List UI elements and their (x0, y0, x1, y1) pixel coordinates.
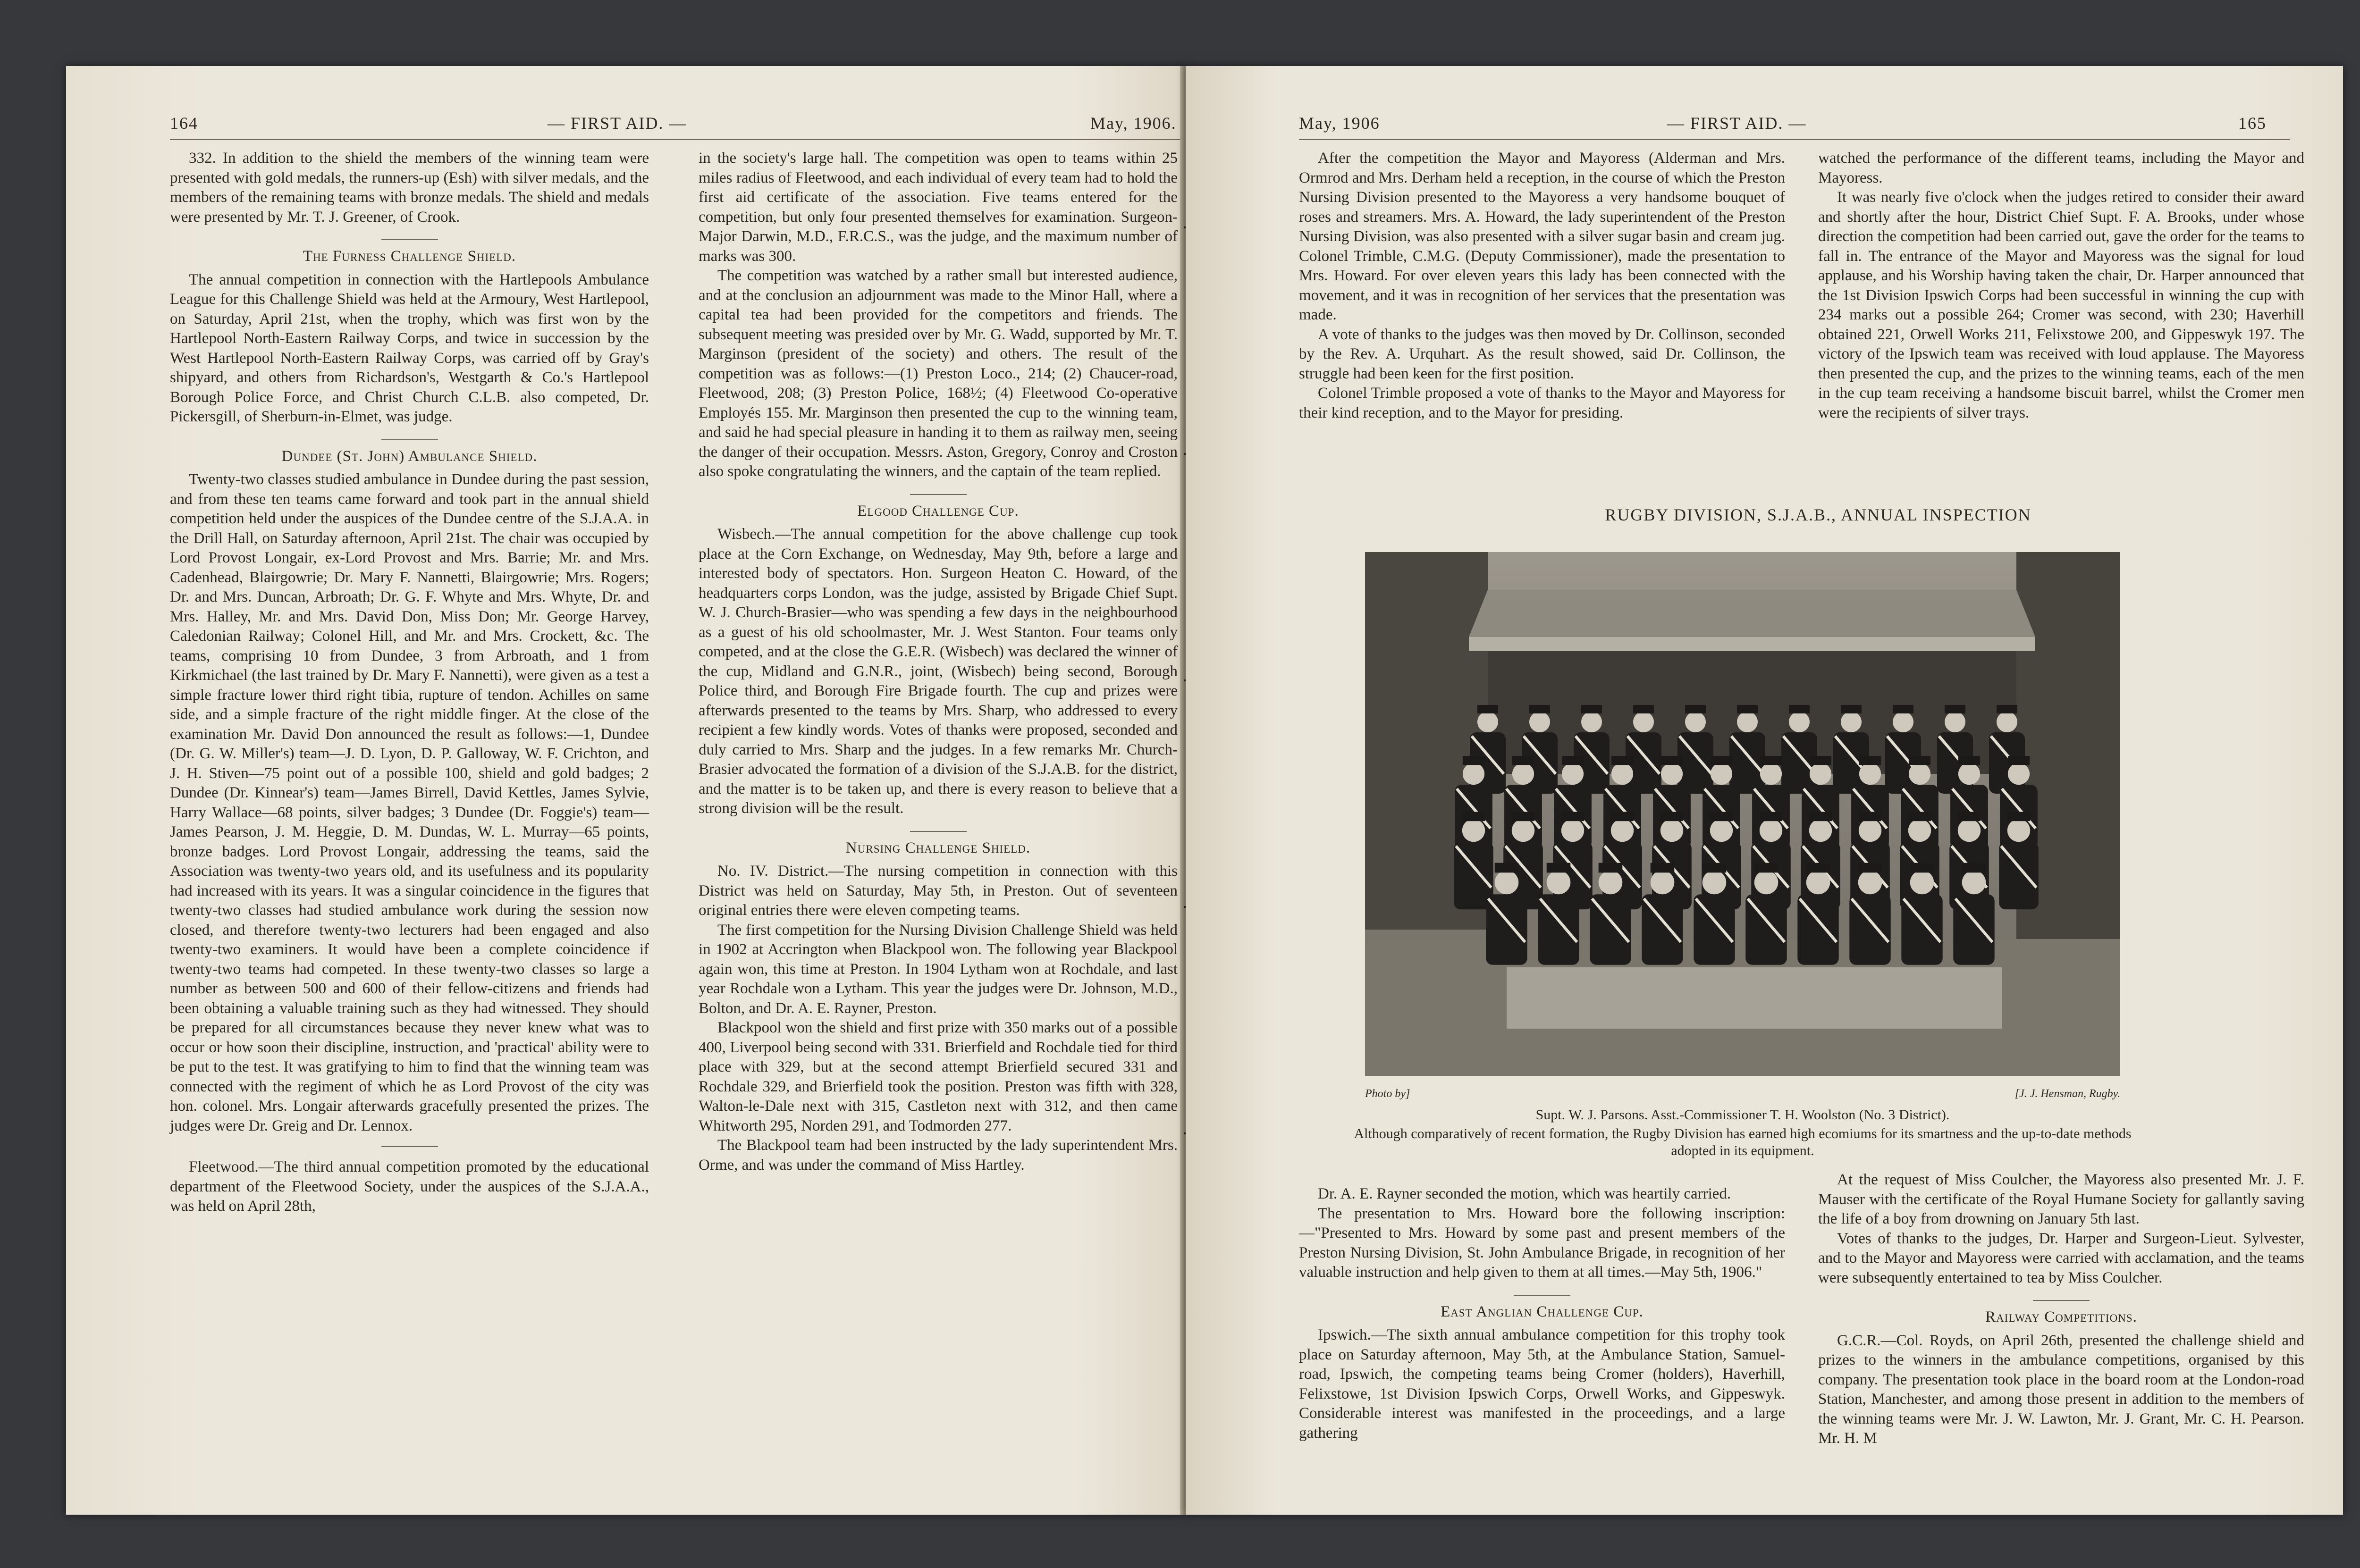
figure-cap (1945, 705, 1965, 713)
figure-cap (1806, 863, 1830, 873)
photo-image (1365, 552, 2120, 1076)
figure-cap (1789, 705, 1810, 713)
running-title: — FIRST AID. — (1667, 114, 1807, 133)
article-paragraph: Fleetwood.—The third annual competition promoted by the educational department of the Fleetwood Society, under the auspices of the S.J.A.A., was held on April 28th, (170, 1158, 649, 1215)
figure-head (1760, 763, 1782, 785)
article-paragraph: At the request of Miss Coulcher, the Mayoress also presented Mr. J. F. Mauser with the certificate of the Royal Humane Society for gallantly saving the life of a boy from drowning on January 5th last. (1818, 1171, 2304, 1227)
right-column-1 (1299, 149, 1785, 423)
section-heading: Dundee (St. John) Ambulance Shield. (170, 439, 649, 467)
figure-head (1685, 712, 1706, 732)
figure-head (1651, 871, 1675, 895)
figure-cap (1710, 812, 1733, 821)
article-paragraph: Ipswich.—The sixth annual ambulance competition for this trophy took place on Saturday afternoon, May 5th, at the Ambulance Station, Samuel-road, Ipswich, the competing teams being Cromer (holders), Haverhill, Felixstowe, 1st Division Ipswich Corps, Orwell Works, and Gippeswyk. Considerable interest was manifested in the proceedings, and a large gathering (1299, 1326, 1785, 1442)
figure-head (1841, 712, 1862, 732)
photo-caption: Although comparatively of recent formation, the Rugby Division has earned high ecomiums for its smartness and the up-to-date methods adopted in its equipment. (1354, 1126, 2132, 1158)
figure-head (1477, 712, 1498, 732)
figure-head (1893, 712, 1913, 732)
figure-cap (2008, 756, 2030, 765)
issue-date: May, 1906 (1299, 114, 1380, 133)
figure-head (1611, 819, 1634, 842)
figure-cap (1477, 705, 1498, 713)
figure-cap (1462, 812, 1485, 821)
figure-head (1462, 819, 1485, 842)
figure-cap (1859, 756, 1881, 765)
figure-head (1858, 871, 1882, 895)
figure-head (1910, 871, 1934, 895)
page-number: 165 (2238, 114, 2267, 133)
left-page (66, 66, 1186, 1515)
issue-date: May, 1906. (1090, 114, 1177, 133)
figure-cap (1547, 863, 1571, 873)
figure-head (1945, 712, 1965, 732)
figure-cap (1858, 863, 1882, 873)
group-photograph (1365, 552, 2120, 1076)
article-paragraph: in the society's large hall. The competition was open to teams within 25 miles radius of Fleetwood, and each individual of every team had to hold the first aid certificate of the association. Five teams entered for the competition, but only four presented themselves for examination. Surgeon-Major Darwin, M.D., F.R.C.S., was the judge, and the maximum number of marks was 300. (699, 150, 1178, 265)
figure-cap (1562, 756, 1584, 765)
figure-cap (1463, 756, 1484, 765)
right-column-4 (1818, 1170, 2304, 1449)
figure-cap (1703, 863, 1727, 873)
page-number: 164 (170, 114, 198, 133)
figure-head (1599, 871, 1623, 895)
section-rule (381, 1146, 438, 1147)
article-paragraph: It was nearly five o'clock when the judges retired to consider their award and shortly after the hour, District Chief Supt. F. A. Brooks, under whose direction the competition had been carried out, gave the order for the teams to fall in. The entrance of the Mayor and Mayoress was the signal for loud applause, and his Worship having taken the chair, Dr. Harper announced that the 1st Division Ipswich Corps had been successful in winning the cup with 234 marks out a possible 264; Cromer was second, with 230; Haverhill obtained 221, Orwell Works 211, Felixstowe 200, and Gippeswyk 197. The victory of the Ipswich team was received with loud applause. The Mayoress then presented the cup, and the prizes to the winning teams, each of the men in the cup team receiving a handsome biscuit barrel, whilst the Cromer men were the recipients of silver trays. (1818, 189, 2304, 421)
figure-cap (1810, 756, 1831, 765)
figure-cap (1841, 705, 1862, 713)
figure-cap (1512, 756, 1534, 765)
figure-head (1859, 819, 1881, 842)
photo-title: RUGBY DIVISION, S.J.A.B., ANNUAL INSPECTION (1605, 505, 2031, 524)
figure-cap (1581, 705, 1602, 713)
figure-cap (1958, 756, 1980, 765)
figure-cap (1997, 705, 2017, 713)
right-column-2 (1818, 149, 2304, 423)
figure-cap (1859, 812, 1881, 821)
figure-cap (1760, 756, 1782, 765)
article-paragraph: watched the performance of the different teams, including the Mayor and Mayoress. (1818, 150, 2304, 186)
figure-head (1997, 712, 2017, 732)
figure-cap (1908, 812, 1931, 821)
section-heading: East Anglian Challenge Cup. (1299, 1295, 1785, 1322)
photo-credit-left: Photo by] (1365, 1088, 1410, 1100)
article-paragraph: Dr. A. E. Rayner seconded the motion, which was heartily carried. (1318, 1185, 1731, 1202)
header-rule (170, 139, 1185, 140)
figure-head (1806, 871, 1830, 895)
figure-cap (1909, 756, 1930, 765)
figure-cap (1809, 812, 1832, 821)
figure-head (1495, 871, 1519, 895)
figure-head (1562, 763, 1584, 785)
section-heading: The Furness Challenge Shield. (170, 239, 649, 267)
figure-cap (1529, 705, 1550, 713)
photo-credit (1365, 1085, 2120, 1102)
article-paragraph: The first competition for the Nursing Division Challenge Shield was held in 1902 at Accrington when Blackpool won. The following year Blackpool again won, this time at Preston. In 1904 Lytham won at Rochdale, and last year Rochdale won a Lytham. This year the judges were Dr. Johnson, M.D., Bolton, and Dr. A. E. Rayner, Preston. (699, 921, 1178, 1017)
figure-head (1909, 763, 1930, 785)
figure-cap (1958, 812, 1981, 821)
article-paragraph: A vote of thanks to the judges was then moved by Dr. Collinson, seconded by the Rev. A. Urquhart. As the result showed, said Dr. Collinson, the struggle had been keen for the first position. (1299, 326, 1785, 382)
figure-head (1789, 712, 1810, 732)
figure-head (1809, 819, 1832, 842)
section-heading: Nursing Challenge Shield. (699, 831, 1178, 858)
figure-cap (1661, 756, 1683, 765)
article-paragraph: The Blackpool team had been instructed by the lady superintendent Mrs. Orme, and was under the command of Miss Hartley. (699, 1137, 1178, 1174)
figure-head (1962, 871, 1986, 895)
figure-head (1859, 763, 1881, 785)
figure-cap (1660, 812, 1683, 821)
figure-head (1611, 763, 1633, 785)
section-heading: Elgood Challenge Cup. (699, 494, 1178, 521)
figure-cap (1512, 812, 1534, 821)
right-page (1186, 66, 2343, 1515)
figure-head (1958, 763, 1980, 785)
left-column-1 (170, 149, 649, 1216)
figure-head (1710, 819, 1733, 842)
figure-cap (1893, 705, 1913, 713)
figure-cap (2007, 812, 2030, 821)
figure-head (1512, 819, 1534, 842)
figure-head (1810, 763, 1831, 785)
section-heading: Railway Competitions. (1818, 1300, 2304, 1327)
figure-cap (1910, 863, 1934, 873)
figure-head (2007, 819, 2030, 842)
article-paragraph: Blackpool won the shield and first prize with 350 marks out of a possible 400, Liverpool being second with 331. Brierfield and Rochdale tied for third place with 329, but at the second attempt Brierfield secured 331 and Rochdale 329, and Brierfield took the position. Preston was fifth with 328, Walton-le-Dale next with 315, Castleton next with 312, and then came Whitworth 295, Norden 291, and Todmorden 277. (699, 1019, 1178, 1134)
figure-cap (1611, 756, 1633, 765)
photo-credit-right: [J. J. Hensman, Rugby. (2014, 1088, 2120, 1100)
figure-head (1463, 763, 1484, 785)
figure-head (1561, 819, 1584, 842)
header-rule (1299, 139, 2290, 140)
article-paragraph: Twenty-two classes studied ambulance in Dundee during the past session, and from these ten teams came forward and took part in the annual shield competition held under the auspices of the Dundee centre of the S.J.A.A. in the Drill Hall, on Saturday afternoon, April 21st. The chair was occupied by Lord Provost Longair, ex-Lord Provost and Mrs. Barrie; Mr. and Mrs. Cadenhead, Blairgowrie; Dr. Mary F. Nannetti, Blairgowrie; Mrs. Rogers; Dr. and Mrs. Duncan, Arbroath; Dr. G. F. Whyte and Mrs. Whyte, Dr. and Mrs. Halley, Mr. and Mrs. David Don, Miss Don; Mr. George Harvey, Caledonian Railway; Colonel Hill, and Mr. and Mrs. Crockett, &c. The teams, comprising 10 from Dundee, 3 from Arbroath, and 1 from Kirkmichael (the last trained by Dr. Mary F. Nannetti), were given as a test a simple fracture lower third right tibia, rupture of tendon. Achilles on same side, and a simple fracture of the right middle finger. At the close of the examination Mr. David Don announced the result as follows:—1, Dundee (Dr. G. W. Miller's) team—J. D. Lyon, D. P. Galloway, W. F. Crichton, and J. H. Stiven—75 point out of a possible 100, shield and gold badges; 2 Dundee (Dr. Kinnear's) team—James Birrell, David Kettles, James Sylvie, Harry Wallace—68 points, silver badges; 3 Dundee (Dr. Foggie's) team—James Pearson, J. M. Heggie, D. M. Dundas, W. L. Murray—65 points, bronze badges. Lord Provost Longair, addressing the teams, said the Association was twenty-two years old, and its usefulness and its popularity had increased with its years. It was a singular coincidence in the figures that twenty-two classes had studied ambulance work during the session now closed, and therefore twenty-two lecturers had been engaged and also twenty-two examiners. It would have been a complete coincidence if twenty-two teams had competed. In these twenty-two classes so large a number as between 500 and 600 of their fellow-citizens and friends had been obtaining a valuable training such as they had witnessed. They should be prepared for all circumstances because they never knew what was to occur or how soon their discipline, instruction, and 'practical' ability were to be put to the test. It was gratifying to him to find that the winning team was connected with the regiment of which he as Lord Provost of the city was hon. colonel. Mrs. Longair afterwards gracefully presented the prizes. The judges were Dr. Greig and Dr. Lennox. (170, 471, 649, 1134)
article-paragraph: After the competition the Mayor and Mayoress (Alderman and Mrs. Ormrod and Mrs. Derham held a reception, in the course of which the Preston Nursing Division presented to the Mayoress a very handsome bouquet of roses and streamers. Mrs. A. Howard, the lady superintendent of the Preston Nursing Division, was also presented with a silver sugar basin and cream jug. Colonel Trimble, C.M.G. (Deputy Commissioner), made the presentation to Mrs. Howard. For over eleven years this lady has been connected with the movement, and it was in recognition of her services that the presentation was made. (1299, 150, 1785, 323)
figure-head (1908, 819, 1931, 842)
figure-cap (1760, 812, 1782, 821)
figure-cap (1495, 863, 1519, 873)
article-paragraph: The annual competition in connection with the Hartlepools Ambulance League for this Challenge Shield was held at the Armoury, West Hartlepool, on Saturday, April 21st, when the trophy, which was first won by the Hartlepool North-Eastern Railway Corps, and twice in succession by the West Hartlepool North-Eastern Railway Corps, was carried off by Gray's shipyard, and others from Richardson's, Westgarth & Co.'s Hartlepool Borough Police Force, and Christ Church C.L.B. also competed, Dr. Pickersgill, of Sherburn-in-Elmet, was judge. (170, 271, 649, 425)
figure-head (1512, 763, 1534, 785)
article-paragraph: Wisbech.—The annual competition for the above challenge cup took place at the Corn Exchange, on Wednesday, May 9th, before a large and interested body of spectators. Hon. Surgeon Heaton C. Howard, of the headquarters corps London, was the judge, assisted by Brigade Chief Supt. W. J. Church-Brasier—who was spending a few days in the neighbourhood as a guest of his old schoolmaster, Mr. J. West Stanton. Four teams only competed, and at the close the G.E.R. (Wisbech) was declared the winner of the cup, Midland and G.N.R., joint, (Wisbech) being second, Borough Police third, and Borough Fire Brigade fourth. The cup and prizes were afterwards presented to the teams by Mrs. Sharp, who addressed to every recipient a few kindly words. Votes of thanks were proposed, seconded and duly carried to Mrs. Sharp and the judges. In a few remarks Mr. Church-Brasier advocated the formation of a division of the S.J.A.B. for the district, and the matter is to be taken up, and there is every reason to believe that a strong division will be the result. (699, 526, 1178, 817)
figure-head (1581, 712, 1602, 732)
article-paragraph: Votes of thanks to the judges, Dr. Harper and Surgeon-Lieut. Sylvester, and to the Mayor and Mayoress were carried with acclamation, and the teams were subsequently entertained to tea by Miss Coulcher. (1818, 1230, 2304, 1286)
figure-head (1547, 871, 1571, 895)
figure-cap (1611, 812, 1634, 821)
figure-head (2008, 763, 2030, 785)
figure-head (1754, 871, 1778, 895)
figure-head (1529, 712, 1550, 732)
figure-cap (1633, 705, 1654, 713)
figure-cap (1599, 863, 1623, 873)
figure-cap (1561, 812, 1584, 821)
article-paragraph: 332. In addition to the shield the members of the winning team were presented with gold medals, the runners-up (Esh) with silver medals, and the members of the remaining teams with bronze medals. The shield and medals were presented by Mr. T. J. Greener, of Crook. (170, 150, 649, 226)
article-paragraph: G.C.R.—Col. Royds, on April 26th, presented the challenge shield and prizes to the winners in the ambulance competitions, organised by this company. The presentation took place in the board room at the London-road Station, Manchester, and among those present in addition to the members of the winning teams were Mr. J. W. Lawton, Mr. J. Grant, Mr. C. H. Pearson. Mr. H. M (1818, 1332, 2304, 1447)
left-column-2 (699, 149, 1178, 1175)
running-title: — FIRST AID. — (548, 114, 687, 133)
figure-head (1633, 712, 1654, 732)
figure-head (1760, 819, 1782, 842)
figure-head (1660, 819, 1683, 842)
article-paragraph: The presentation to Mrs. Howard bore the following inscription:—"Presented to Mrs. Howard by some past and present members of the Preston Nursing Division, St. John Ambulance Brigade, in recognition of her valuable instruction and help given to them at all times.—May 5th, 1906." (1299, 1205, 1785, 1281)
figure-cap (1685, 705, 1706, 713)
figure-cap (1651, 863, 1675, 873)
figure-head (1703, 871, 1727, 895)
figure-head (1958, 819, 1981, 842)
figure-cap (1962, 863, 1986, 873)
article-paragraph: No. IV. District.—The nursing competition in connection with this District was held on Saturday, May 5th, in Preston. Out of seventeen original entries there were eleven competing teams. (699, 863, 1178, 919)
figure-cap (1711, 756, 1732, 765)
article-paragraph: The competition was watched by a rather small but interested audience, and at the conclusion an adjournment was made to the Minor Hall, where a capital tea had been provided for the competitors and friends. The subsequent meeting was presided over by Mr. G. Wadd, supported by Mr. T. Marginson (president of the society) and others. The result of the competition was as follows:—(1) Preston Loco., 214; (2) Chaucer-road, Fleetwood, 208; (3) Preston Police, 168½; (4) Fleetwood Co-operative Employés 155. Mr. Marginson then presented the cup to the winning team, and said he had special pleasure in handing it to them as railway men, seeing the danger of their occupation. Messrs. Aston, Gregory, Conroy and Croston also spoke congratulating the winners, and the captain of the team replied. (699, 267, 1178, 480)
figure-head (1661, 763, 1683, 785)
figure-cap (1737, 705, 1758, 713)
figure-head (1711, 763, 1732, 785)
photo-caption-names: Supt. W. J. Parsons. Asst.-Commissioner T. H. Woolston (No. 3 District). (1535, 1107, 1950, 1123)
figure-cap (1754, 863, 1778, 873)
figure-head (1737, 712, 1758, 732)
right-column-3 (1299, 1184, 1785, 1443)
article-paragraph: Colonel Trimble proposed a vote of thanks to the Mayor and Mayoress for their kind reception, and to the Mayor for presiding. (1299, 385, 1785, 421)
